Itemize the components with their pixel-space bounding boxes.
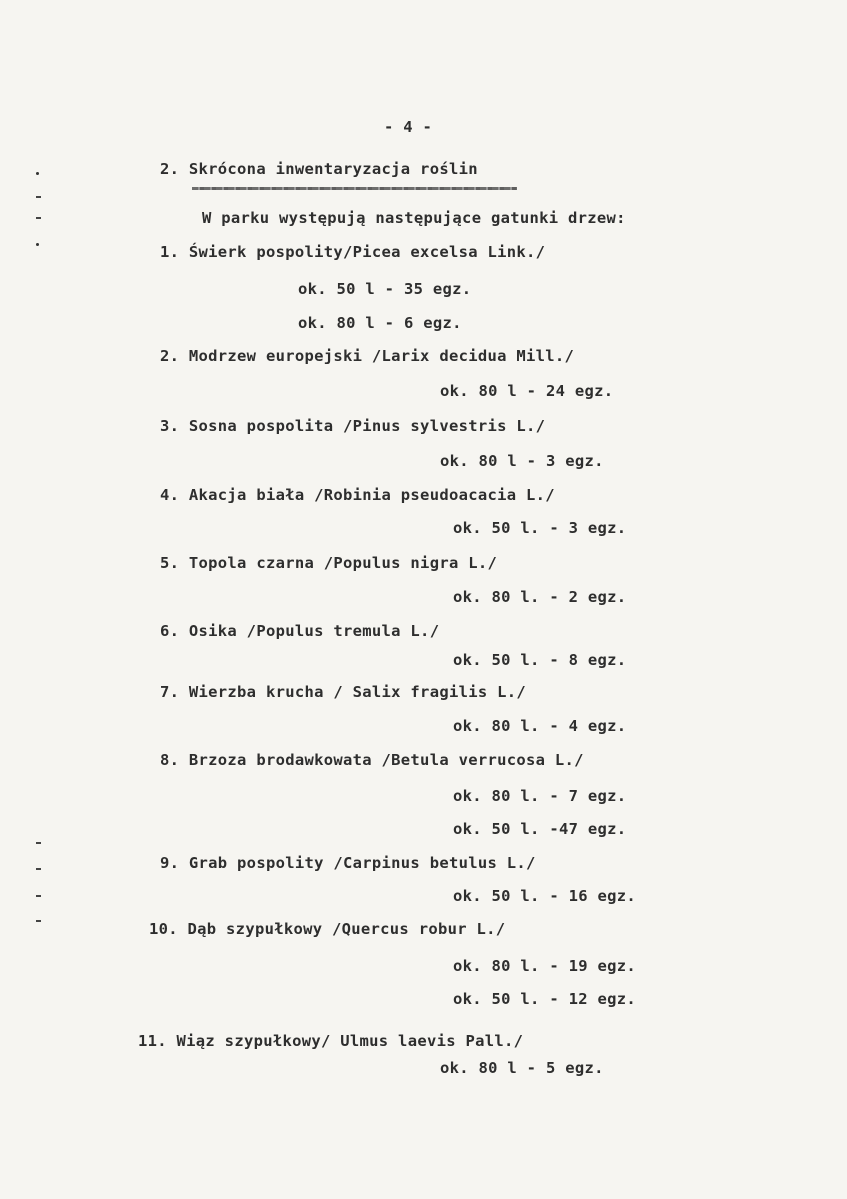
heading-underline bbox=[192, 187, 517, 190]
tree-count: ok. 80 l. - 7 egz. bbox=[453, 787, 627, 805]
tree-count: ok. 50 l. - 8 egz. bbox=[453, 651, 627, 669]
tree-count: ok. 80 l. - 19 egz. bbox=[453, 957, 637, 975]
tree-entry: 9. Grab pospolity /Carpinus betulus L./ bbox=[160, 854, 536, 872]
tree-count: ok. 80 l - 3 egz. bbox=[440, 452, 604, 470]
tree-entry: 8. Brzoza brodawkowata /Betula verrucosa L./ bbox=[160, 751, 584, 769]
page-number: - 4 - bbox=[384, 118, 433, 136]
tree-entry: 4. Akacja biała /Robinia pseudoacacia L./ bbox=[160, 486, 555, 504]
tree-entry: 10. Dąb szypułkowy /Quercus robur L./ bbox=[149, 920, 506, 938]
intro-text: W parku występują następujące gatunki drzew: bbox=[202, 209, 626, 227]
tree-count: ok. 50 l. -47 egz. bbox=[453, 820, 627, 838]
tree-entry: 7. Wierzba krucha / Salix fragilis L./ bbox=[160, 683, 527, 701]
tree-entry: 6. Osika /Populus tremula L./ bbox=[160, 622, 440, 640]
section-heading: 2. Skrócona inwentaryzacja roślin bbox=[160, 160, 478, 178]
tree-count: ok. 80 l. - 2 egz. bbox=[453, 588, 627, 606]
margin-mark bbox=[36, 895, 41, 897]
tree-count: ok. 50 l - 35 egz. bbox=[298, 280, 472, 298]
margin-mark bbox=[36, 868, 41, 870]
margin-mark bbox=[36, 172, 39, 175]
tree-count: ok. 80 l. - 4 egz. bbox=[453, 717, 627, 735]
tree-entry: 3. Sosna pospolita /Pinus sylvestris L./ bbox=[160, 417, 546, 435]
tree-count: ok. 50 l. - 12 egz. bbox=[453, 990, 637, 1008]
margin-mark bbox=[36, 920, 41, 922]
margin-mark bbox=[36, 196, 41, 198]
tree-count: ok. 80 l - 6 egz. bbox=[298, 314, 462, 332]
tree-count: ok. 80 l - 5 egz. bbox=[440, 1059, 604, 1077]
margin-mark bbox=[36, 243, 39, 246]
tree-entry: 1. Świerk pospolity/Picea excelsa Link./ bbox=[160, 243, 546, 261]
tree-count: ok. 50 l. - 16 egz. bbox=[453, 887, 637, 905]
tree-entry: 11. Wiąz szypułkowy/ Ulmus laevis Pall./ bbox=[138, 1032, 524, 1050]
tree-entry: 2. Modrzew europejski /Larix decidua Mill./ bbox=[160, 347, 575, 365]
tree-count: ok. 80 l - 24 egz. bbox=[440, 382, 614, 400]
margin-mark bbox=[36, 217, 41, 219]
tree-entry: 5. Topola czarna /Populus nigra L./ bbox=[160, 554, 498, 572]
tree-count: ok. 50 l. - 3 egz. bbox=[453, 519, 627, 537]
margin-mark bbox=[36, 842, 41, 844]
